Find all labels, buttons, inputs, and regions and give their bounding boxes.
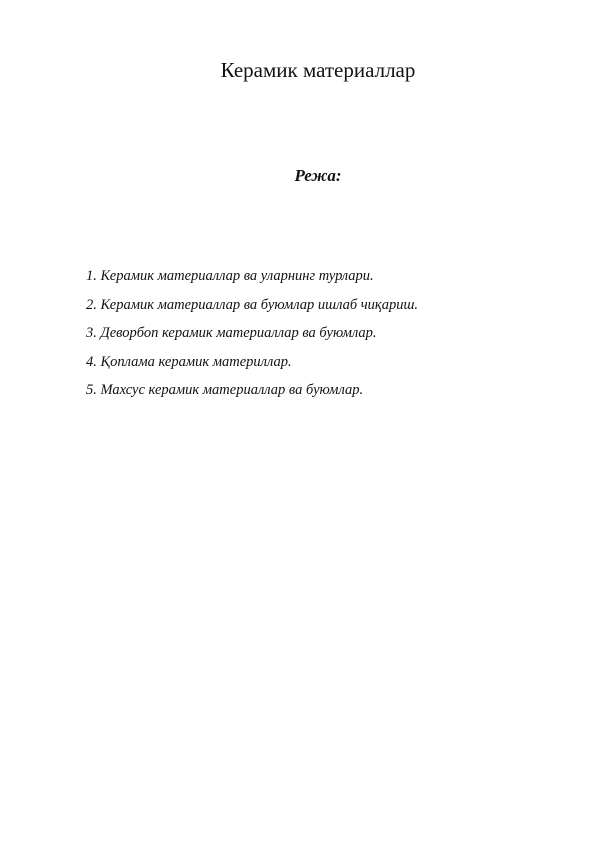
plan-item: 5. Махсус керамик материаллар ва буюмлар.: [86, 382, 364, 398]
plan-item: 1. Керамик материаллар ва уларнинг турлари.: [86, 268, 374, 284]
plan-list: [86, 262, 418, 405]
plan-item: 4. Қоплама керамик материллар.: [86, 353, 292, 370]
page-title: Керамик материаллар: [220, 58, 416, 82]
plan-item: 3. Деворбоп керамик материаллар ва буюмлар.: [86, 325, 377, 341]
plan-heading: Режа:: [294, 166, 342, 185]
plan-item: 2. Керамик материаллар ва буюмлар ишлаб чиқариш.: [86, 296, 419, 313]
